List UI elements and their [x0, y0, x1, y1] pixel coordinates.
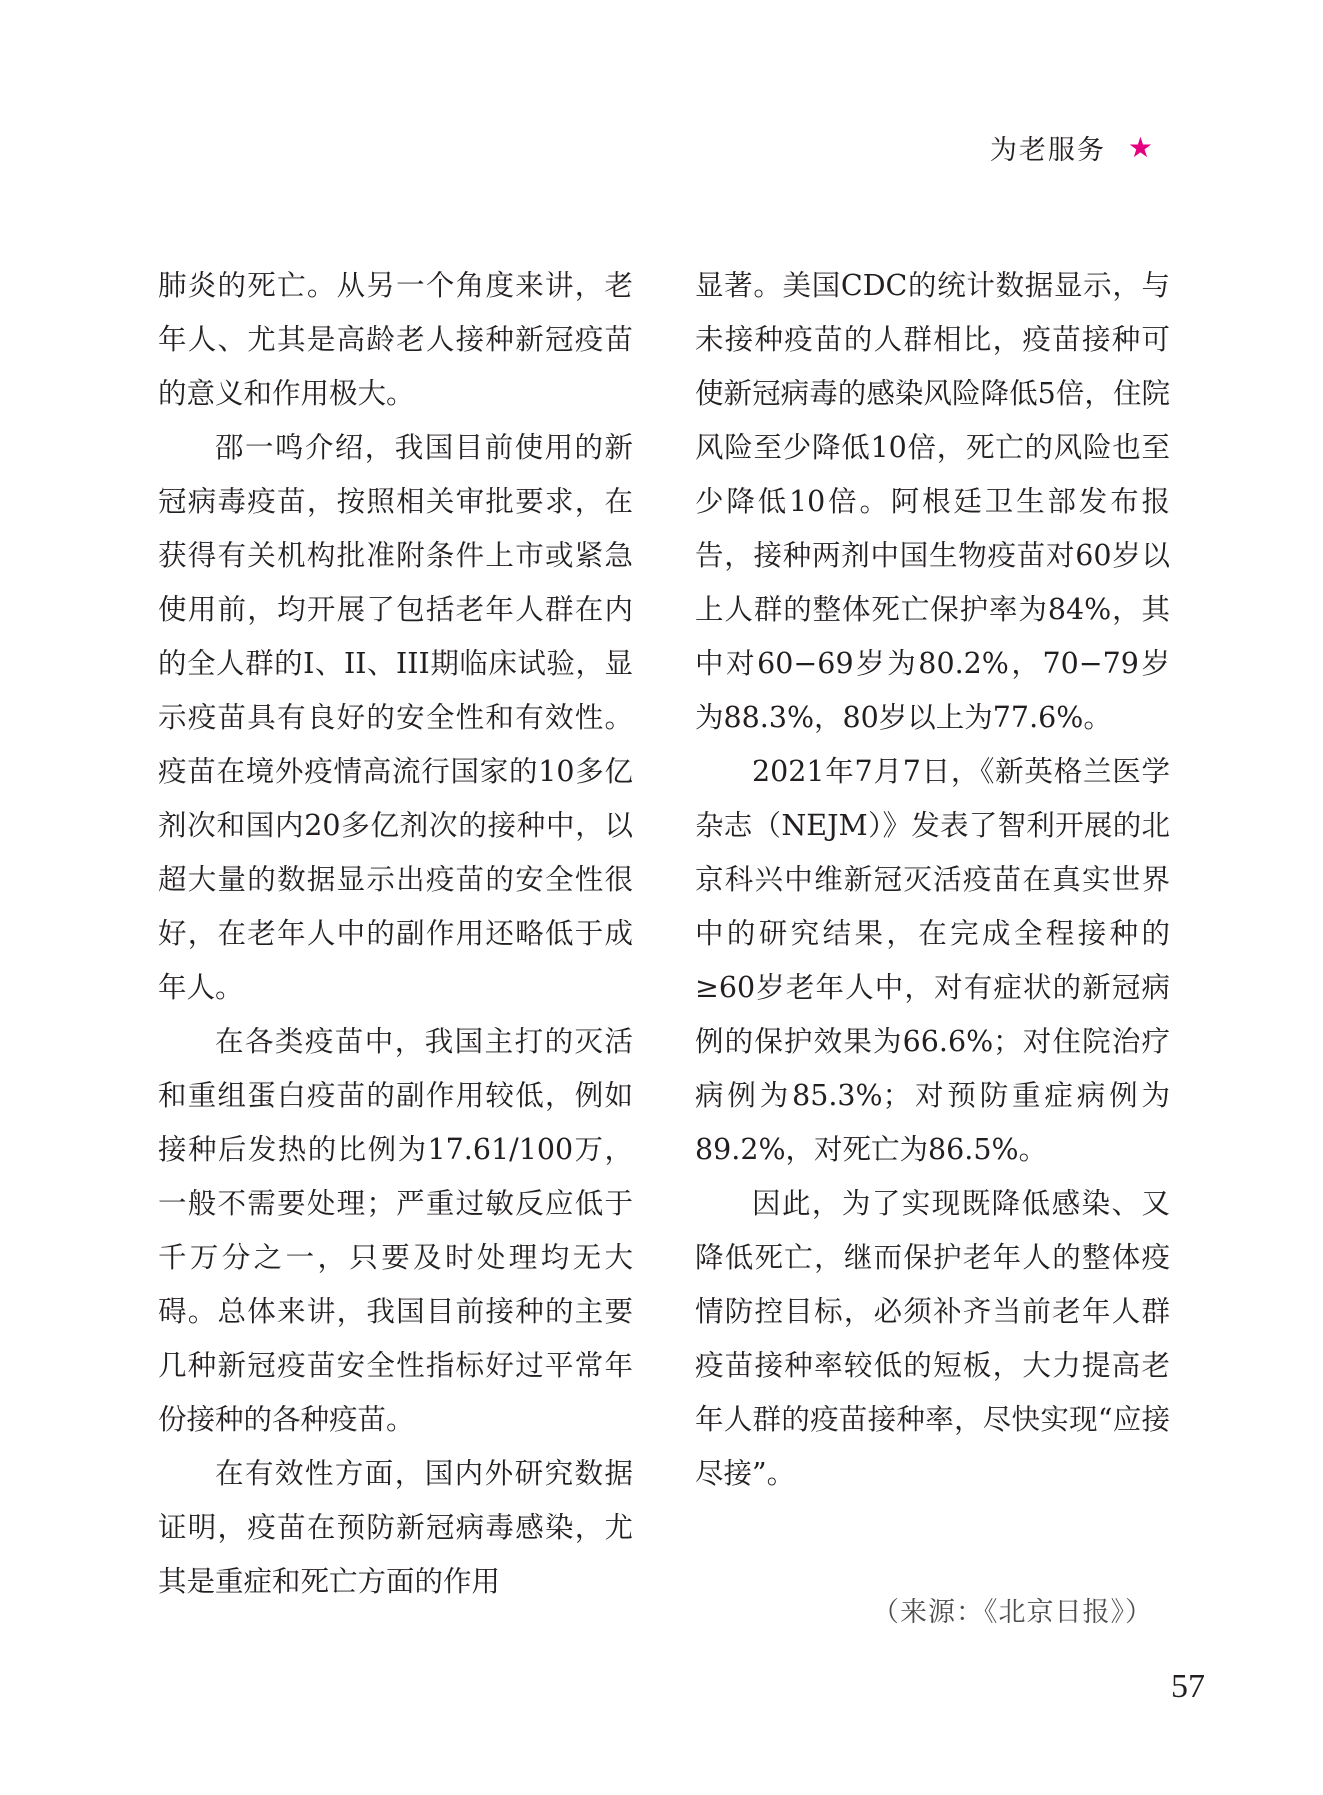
paragraph: 在有效性方面，国内外研究数据证明，疫苗在预防新冠病毒感染，尤其是重症和死亡方面的作用	[158, 1457, 633, 1598]
star-icon: ★	[1127, 130, 1153, 164]
right-column	[695, 259, 1170, 1501]
paragraph: 在各类疫苗中，我国主打的灭活和重组蛋白疫苗的副作用较低，例如接种后发热的比例为17.61/100万，一般不需要处理；严重过敏反应低于千万分之一，只要及时处理均无大碍。总体来讲，我国目前接种的主要几种新冠疫苗安全性指标好过平常年份接种的各种疫苗。	[158, 1025, 633, 1436]
paragraph: 因此，为了实现既降低感染、又降低死亡，继而保护老年人的整体疫情防控目标，必须补齐当前老年人群疫苗接种率较低的短板，大力提高老年人群的疫苗接种率，尽快实现“应接尽接”。	[695, 1187, 1170, 1490]
section-title: 为老服务	[989, 135, 1106, 166]
paragraph: 2021年7月7日，《新英格兰医学杂志（NEJM）》发表了智利开展的北京科兴中维新冠灭活疫苗在真实世界中的研究结果，在完成全程接种的≥60岁老年人中，对有症状的新冠病例的保护效果为66.6%；对住院治疗病例为85.3%；对预防重症病例为89.2%，对死亡为86.5%。	[695, 755, 1170, 1166]
source-citation: （来源：《北京日报》）	[872, 1597, 1153, 1628]
paragraph-continued: 显著。美国CDC的统计数据显示，与未接种疫苗的人群相比，疫苗接种可使新冠病毒的感染风险降低5倍，住院风险至少降低10倍，死亡的风险也至少降低10倍。阿根廷卫生部发布报告，接种两剂中国生物疫苗对60岁以上人群的整体死亡保护率为84%，其中对60−69岁为80.2%，70−79岁为88.3%，80岁以上为77.6%。	[695, 269, 1170, 734]
page-number: 57	[1171, 1668, 1205, 1705]
page-header	[990, 128, 1153, 167]
paragraph: 邵一鸣介绍，我国目前使用的新冠病毒疫苗，按照相关审批要求，在获得有关机构批准附条件上市或紧急使用前，均开展了包括老年人群在内的全人群的I、II、III期临床试验，显示疫苗具有良好的安全性和有效性。疫苗在境外疫情高流行国家的10多亿剂次和国内20多亿剂次的接种中，以超大量的数据显示出疫苗的安全性很好，在老年人中的副作用还略低于成年人。	[158, 431, 633, 1004]
paragraph-continued: 肺炎的死亡。从另一个角度来讲，老年人、尤其是高龄老人接种新冠疫苗的意义和作用极大。	[158, 269, 633, 410]
left-column	[158, 259, 633, 1609]
